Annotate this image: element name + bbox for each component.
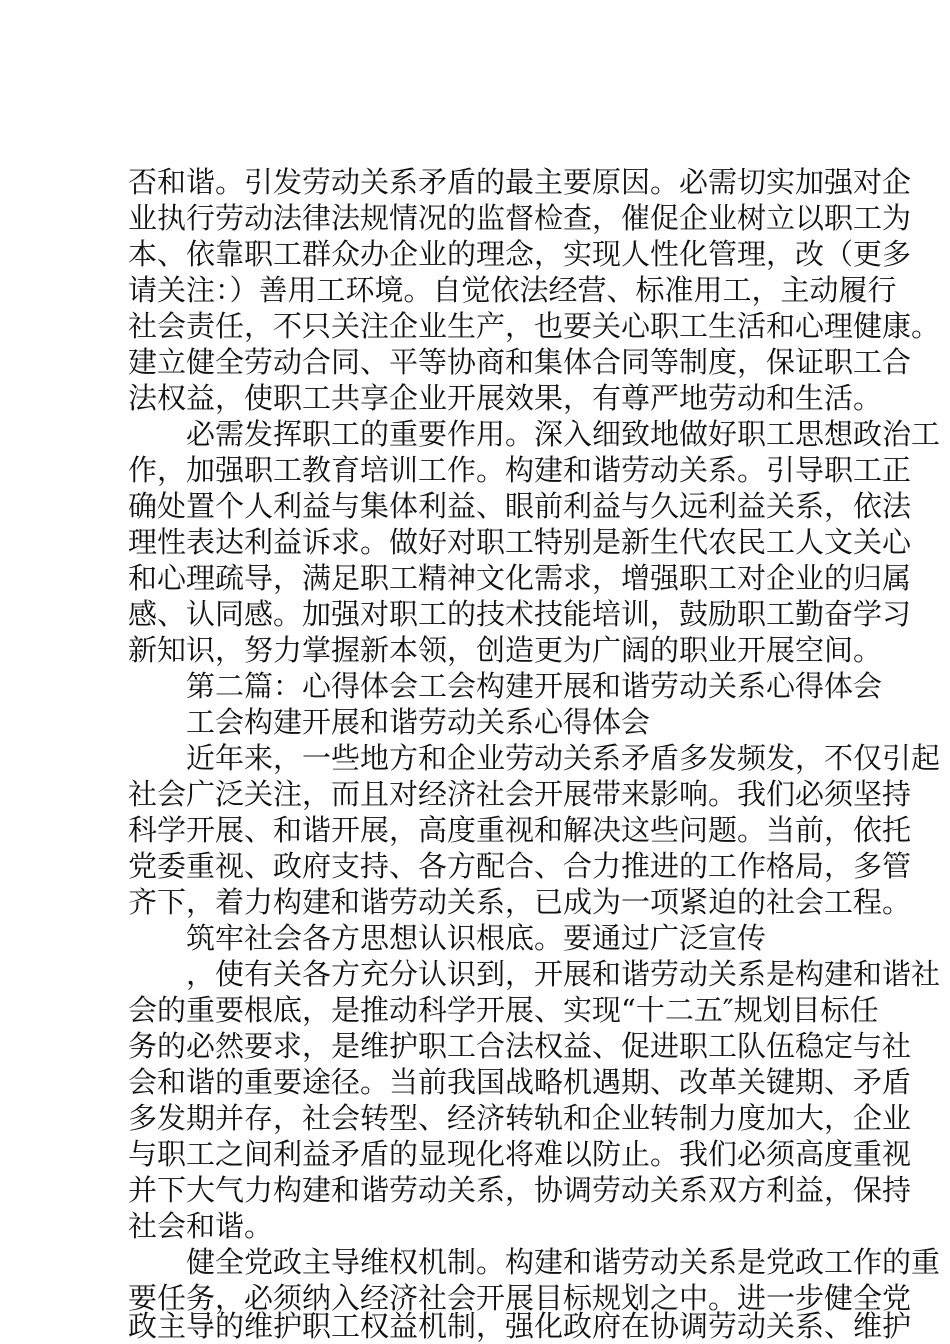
text-line: 必需发挥职工的重要作用。深入细致地做好职工思想政治工	[128, 417, 941, 451]
text-line: 多发期并存，社会转型、经济转轨和企业转制力度加大，企业	[128, 1101, 912, 1135]
section-subheading: 工会构建开展和谐劳动关系心得体会	[128, 705, 651, 739]
text-line: 业执行劳动法律法规情况的监督检查，催促企业树立以职工为	[128, 201, 912, 235]
text-line: 科学开展、和谐开展，高度重视和解决这些问题。当前，依托	[128, 813, 912, 847]
text-line: 筑牢社会各方思想认识根底。要通过广泛宣传	[128, 921, 767, 955]
text-line: 会和谐的重要途径。当前我国战略机遇期、改革关键期、矛盾	[128, 1065, 912, 1099]
text-line: 理性表达利益诉求。做好对职工特别是新生代农民工人文关心	[128, 525, 912, 559]
text-line: 否和谐。引发劳动关系矛盾的最主要原因。必需切实加强对企	[128, 165, 912, 199]
text-line: 作，加强职工教育培训工作。构建和谐劳动关系。引导职工正	[128, 453, 912, 487]
text-line: 要任务，必须纳入经济社会开展目标规划之中。进一步健全党	[128, 1281, 912, 1315]
text-line: 新知识，努力掌握新本领，创造更为广阔的职业开展空间。	[128, 633, 883, 667]
text-line: 政主导的维护职工权益机制，强化政府在协调劳动关系、维护	[128, 1309, 912, 1343]
text-line: 和心理疏导，满足职工精神文化需求，增强职工对企业的归属	[128, 561, 912, 595]
text-line: 社会和谐。	[128, 1209, 274, 1243]
text-line: 社会责任，不只关注企业生产，也要关心职工生活和心理健康。	[128, 309, 941, 343]
text-line: ，使有关各方充分认识到，开展和谐劳动关系是构建和谐社	[128, 957, 941, 991]
text-line: 齐下，着力构建和谐劳动关系，已成为一项紧迫的社会工程。	[128, 885, 912, 919]
text-line: 务的必然要求，是维护职工合法权益、促进职工队伍稳定与社	[128, 1029, 912, 1063]
text-line: 感、认同感。加强对职工的技术技能培训，鼓励职工勤奋学习	[128, 597, 912, 631]
text-line: 与职工之间利益矛盾的显现化将难以防止。我们必须高度重视	[128, 1137, 912, 1171]
text-line: 确处置个人利益与集体利益、眼前利益与久远利益关系，依法	[128, 489, 912, 523]
text-line: 社会广泛关注，而且对经济社会开展带来影响。我们必须坚持	[128, 777, 912, 811]
text-line: 党委重视、政府支持、各方配合、合力推进的工作格局，多管	[128, 849, 912, 883]
text-line: 法权益，使职工共享企业开展效果，有尊严地劳动和生活。	[128, 381, 883, 415]
text-line: 本、依靠职工群众办企业的理念，实现人性化管理，改（更多	[128, 237, 912, 271]
text-line: 会的重要根底，是推动科学开展、实现“十二五″规划目标任	[128, 993, 879, 1027]
text-line: 近年来，一些地方和企业劳动关系矛盾多发频发，不仅引起	[128, 741, 941, 775]
text-line: 建立健全劳动合同、平等协商和集体合同等制度，保证职工合	[128, 345, 912, 379]
text-line: 并下大气力构建和谐劳动关系，协调劳动关系双方利益，保持	[128, 1173, 912, 1207]
section-heading: 第二篇：心得体会工会构建开展和谐劳动关系心得体会	[128, 669, 883, 703]
text-line: 健全党政主导维权机制。构建和谐劳动关系是党政工作的重	[128, 1245, 941, 1279]
text-line: 请关注：）善用工环境。自觉依法经营、标准用工，主动履行	[128, 273, 897, 307]
